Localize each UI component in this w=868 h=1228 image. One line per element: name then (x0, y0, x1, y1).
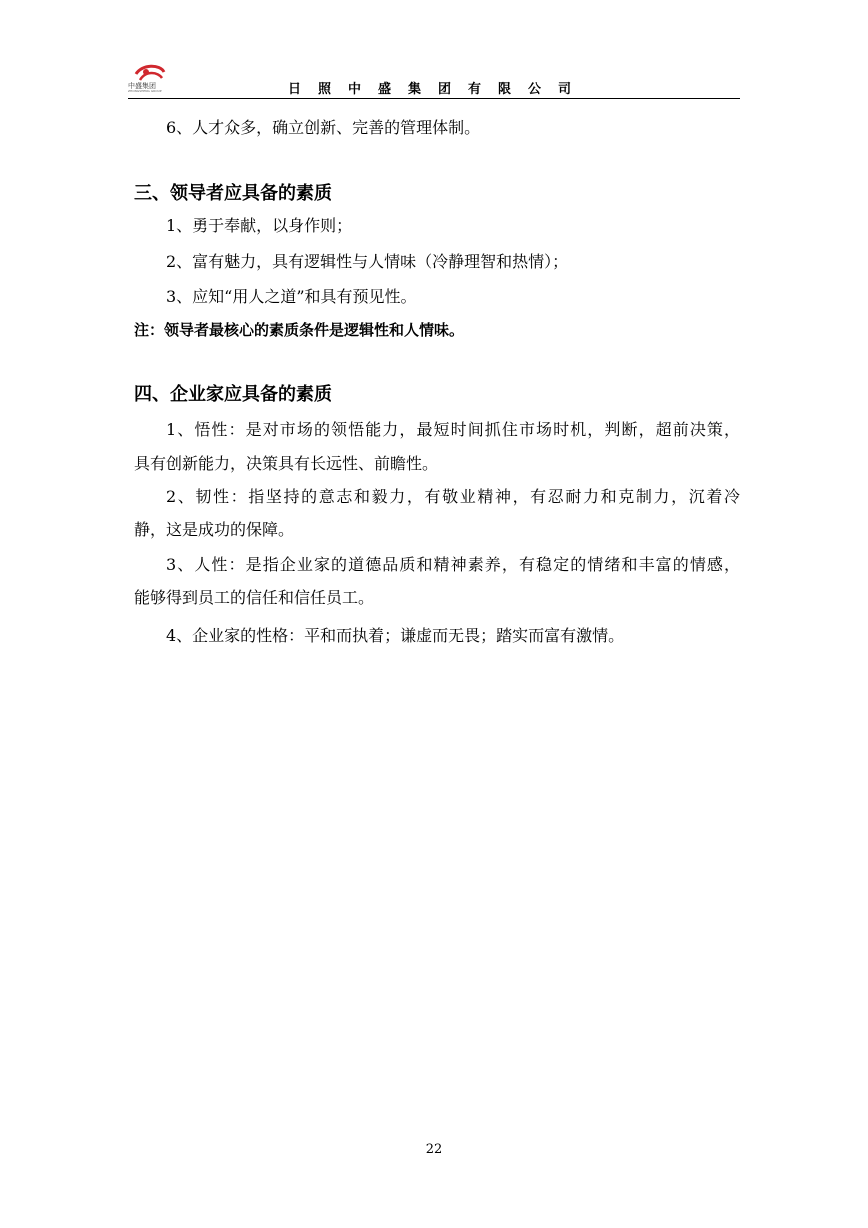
logo-text: 中盛集团 (128, 82, 156, 90)
list-item: 3、应知“用人之道”和具有预见性。 (166, 287, 417, 306)
list-item: 1、勇于奉献，以身作则； (166, 216, 353, 235)
page-number: 22 (425, 1142, 443, 1157)
logo-subtext: ZHONGSHENG GROUP (128, 89, 162, 93)
paragraph-line: 4、企业家的性格：平和而执着；谦虚而无畏；踏实而富有激情。 (166, 626, 625, 645)
paragraph-line: 能够得到员工的信任和信任员工。 (134, 588, 375, 607)
list-item: 6、人才众多，确立创新、完善的管理体制。 (166, 118, 481, 137)
section-heading: 四、企业家应具备的素质 (134, 384, 332, 405)
paragraph-line: 静，这是成功的保障。 (134, 520, 295, 539)
paragraph-line: 1、悟性：是对市场的领悟能力，最短时间抓住市场时机，判断，超前决策， (166, 420, 740, 439)
list-item: 2、富有魅力，具有逻辑性与人情味（冷静理智和热情）； (166, 252, 569, 271)
company-name: 日照中盛集团有限公司 (288, 82, 589, 97)
paragraph-line: 3、人性：是指企业家的道德品质和精神素养，有稳定的情绪和丰富的情感， (166, 555, 740, 574)
section-heading: 三、领导者应具备的素质 (134, 183, 332, 204)
page-header (128, 56, 740, 100)
header-rule (128, 98, 740, 99)
paragraph-line: 2、韧性：指坚持的意志和毅力，有敬业精神，有忍耐力和克制力，沉着冷 (166, 487, 740, 506)
paragraph-line: 具有创新能力，决策具有长远性、前瞻性。 (134, 454, 439, 473)
note: 注：领导者最核心的素质条件是逻辑性和人情味。 (134, 321, 465, 339)
